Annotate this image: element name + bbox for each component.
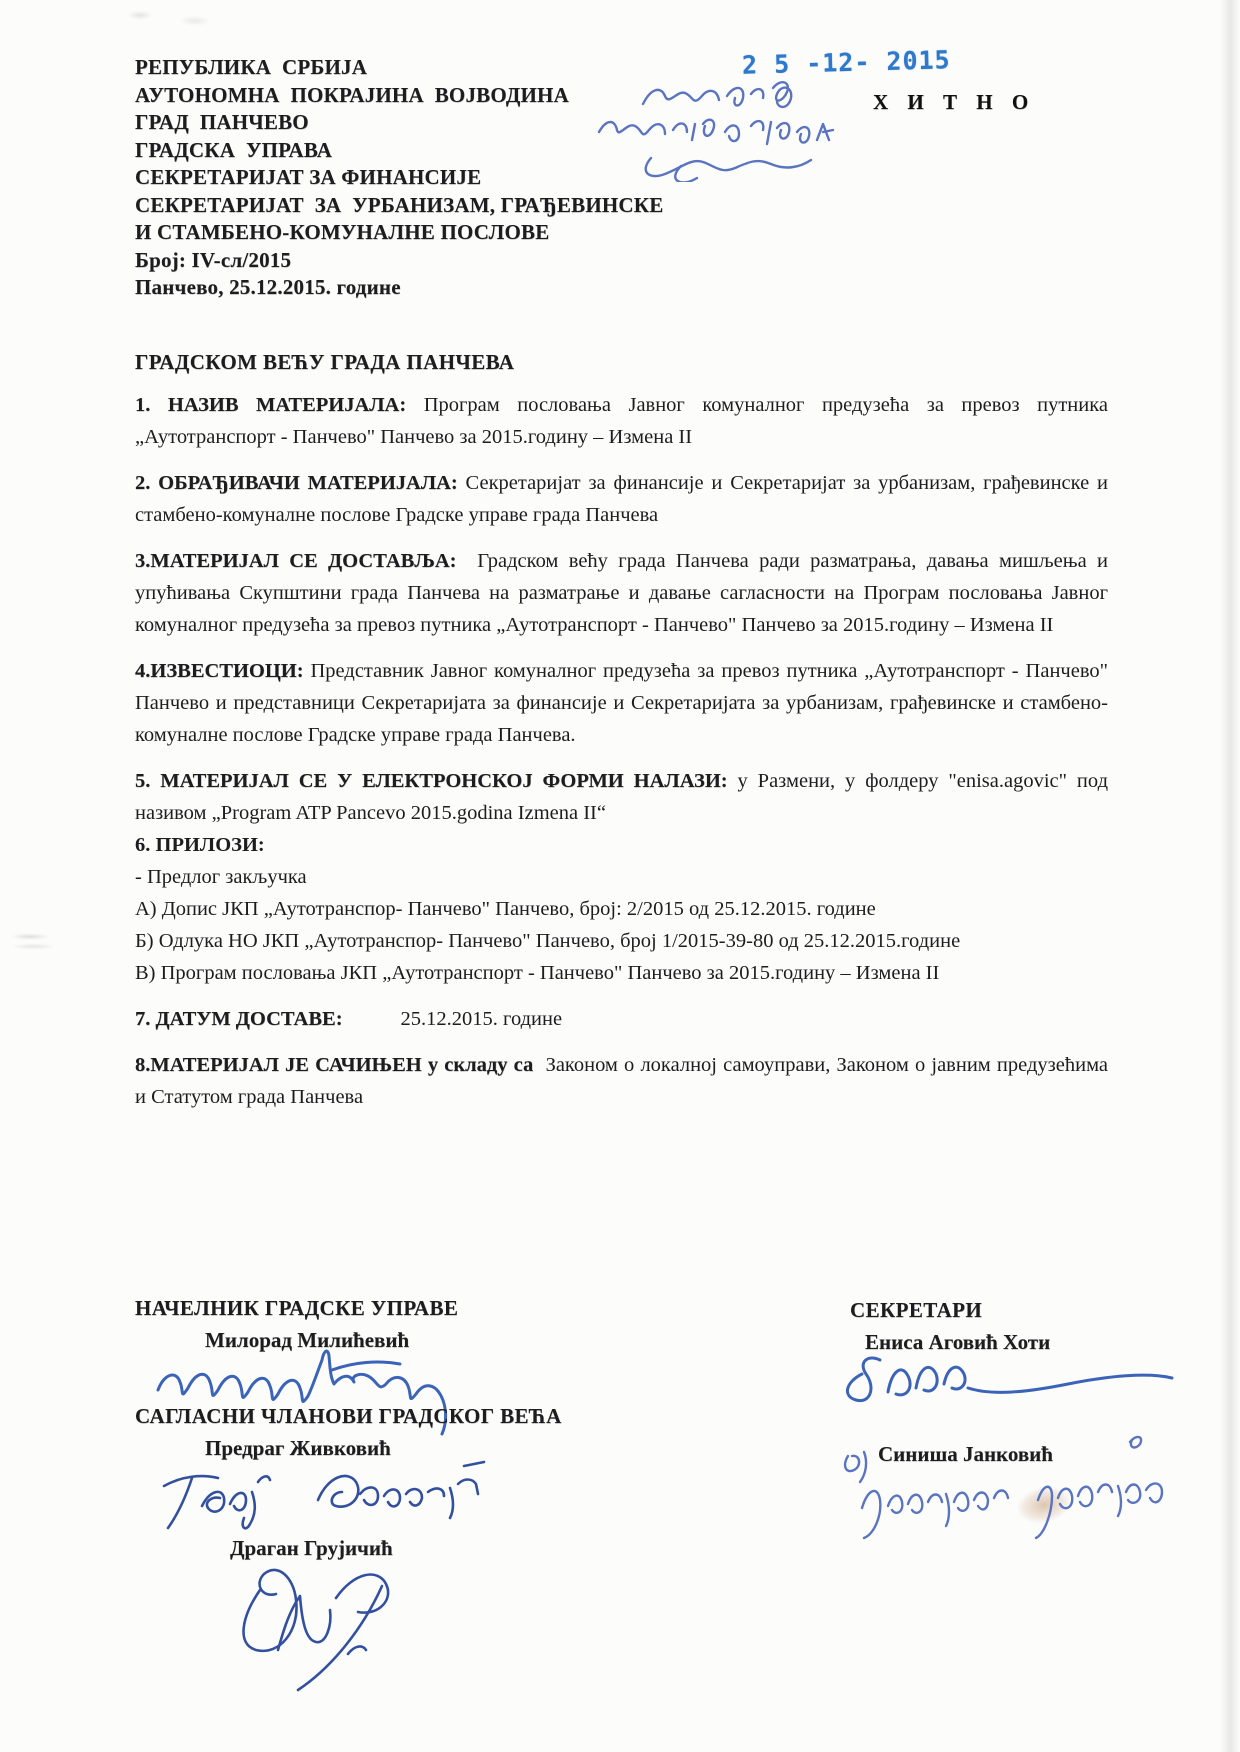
section-2-text: Секретаријат за финансије и Секретаријат за урбанизам, грађевинске и стамбено-комуналне послове Градске управе града Панчева: [135, 471, 1108, 526]
header-line-secretariat-finance: СЕКРЕТАРИЈАТ ЗА ФИНАНСИЈЕ: [135, 165, 482, 189]
scan-smudge-left-margin: [2, 930, 72, 952]
header-line-republic: РЕПУБЛИКА СРБИЈА: [135, 55, 368, 79]
section-3: [135, 545, 1108, 641]
section-5-label: 5. МАТЕРИЈАЛ СЕ У ЕЛЕКТРОНСКОЈ ФОРМИ НАЛАЗИ:: [135, 769, 728, 792]
header-line-province: АУТОНОМНА ПОКРАЈИНА ВОЈВОДИНА: [135, 82, 569, 107]
section-7-label: 7. ДАТУМ ДОСТАВЕ:: [135, 1007, 343, 1030]
section-5-text: у Размени, у фолдеру "enisa.agovic" под називом „Program ATP Pancevo 2015.godina Izmena II“: [135, 769, 1108, 824]
left-signature-name-1: Милорад Милићевић: [205, 1328, 410, 1352]
milorad-milicevic-signature: [152, 1338, 452, 1446]
section-3-text: Градском већу града Панчева ради разматрања, давања мишљења и упућивања Скупштини града Панчева на разматрање и давање сагласности на Програм пословања Јавног комуналног предузећа за превоз путника „Аутотранспорт - Панчево" Панчево за 2015.годину – Измена II: [135, 549, 1108, 636]
section-1-text: Програм пословања Јавног комуналног предузећа за превоз путника „Аутотранспорт - Панчево" Панчево за 2015.годину – Измена II: [135, 393, 1108, 448]
header-line-place-date: Панчево, 25.12.2015. године: [135, 275, 401, 299]
date-stamp: 2 5 -12- 2015: [741, 45, 952, 80]
section-4: [135, 655, 1108, 751]
section-8: [135, 1049, 1108, 1113]
scan-smudge-top: [118, 4, 228, 32]
section-8-label: 8.МАТЕРИЈАЛ ЈЕ САЧИЊЕН у складу са: [135, 1053, 534, 1076]
section-4-text: Представник Јавног комуналног предузећа за превоз путника „Аутотранспорт - Панчево" Панчево и представници Секретаријата за финансије и Секретаријата за урбанизам, грађевинске и стамбено-комуналне послове Градске управе града Панчева.: [135, 659, 1108, 746]
section-4-label: 4.ИЗВЕСТИОЦИ:: [135, 659, 304, 682]
paper-stain: [1015, 1483, 1073, 1527]
header-line-administration: ГРАДСКА УПРАВА: [135, 137, 333, 162]
attachment-item-1: А) Допис ЈКП „Аутотранспор- Панчево" Панчево, број: 2/2015 од 25.12.2015. године: [135, 897, 876, 920]
left-signature-name-2: Предраг Живковић: [205, 1436, 391, 1460]
urgent-label: Х И Т Н О: [873, 90, 1036, 114]
left-signature-title-1: НАЧЕЛНИК ГРАДСКЕ УПРАВЕ: [135, 1296, 459, 1320]
section-2: [135, 467, 1108, 531]
left-signature-title-2: САГЛАСНИ ЧЛАНОВИ ГРАДСКОГ ВЕЋА: [135, 1404, 562, 1428]
section-8-text: Законом о локалној самоуправи, Законом о јавним предузећима и Статутом града Панчева: [135, 1053, 1108, 1108]
attachment-item-0: - Предлог закључка: [135, 865, 307, 888]
section-5: [135, 765, 1108, 829]
header-line-secretariat-urbanism-2: И СТАМБЕНО-КОМУНАЛНЕ ПОСЛОВЕ: [135, 220, 550, 244]
predrag-zivkovic-signature: [158, 1452, 508, 1544]
section-2-label: 2. ОБРАЂИВАЧИ МАТЕРИЈАЛА:: [135, 471, 458, 494]
right-signature-name-2: Синиша Јанковић: [878, 1442, 1053, 1466]
header-line-city: ГРАД ПАНЧЕВО: [135, 110, 309, 134]
header-line-secretariat-urbanism: СЕКРЕТАРИЈАТ ЗА УРБАНИЗАМ, ГРАЂЕВИНСКЕ: [135, 192, 664, 217]
section-6-label-line: [135, 829, 1108, 861]
document-body: [135, 54, 1108, 1113]
section-7-text: 25.12.2015. године: [400, 1007, 563, 1030]
section-6-label: 6. ПРИЛОЗИ:: [135, 833, 265, 856]
right-signature-name-1: Ениса Аговић Хоти: [865, 1330, 1051, 1354]
right-signature-title: СЕКРЕТАРИ: [850, 1298, 983, 1322]
left-signature-name-3: Драган Грујичић: [230, 1536, 393, 1560]
attachment-item-2: Б) Одлука НО ЈКП „Аутотранспор- Панчево" Панчево, број 1/2015-39-80 од 25.12.2015.године: [135, 929, 961, 952]
header-line-number: Број: IV-сл/2015: [135, 247, 292, 272]
section-1-label: 1. НАЗИВ МАТЕРИЈАЛА:: [135, 393, 407, 416]
section-1: [135, 389, 1108, 453]
section-7: [135, 1003, 1108, 1035]
scanner-edge-shadow: [1220, 0, 1240, 1752]
attachment-item-3: В) Програм пословања ЈКП „Аутотранспорт - Панчево" Панчево за 2015.годину – Измена II: [135, 961, 940, 984]
dragan-grujicic-signature: [198, 1554, 438, 1694]
addressee-line: ГРАДСКОМ ВЕЋУ ГРАДА ПАНЧЕВА: [135, 349, 515, 374]
section-3-label: 3.МАТЕРИЈАЛ СЕ ДОСТАВЉА:: [135, 549, 457, 572]
